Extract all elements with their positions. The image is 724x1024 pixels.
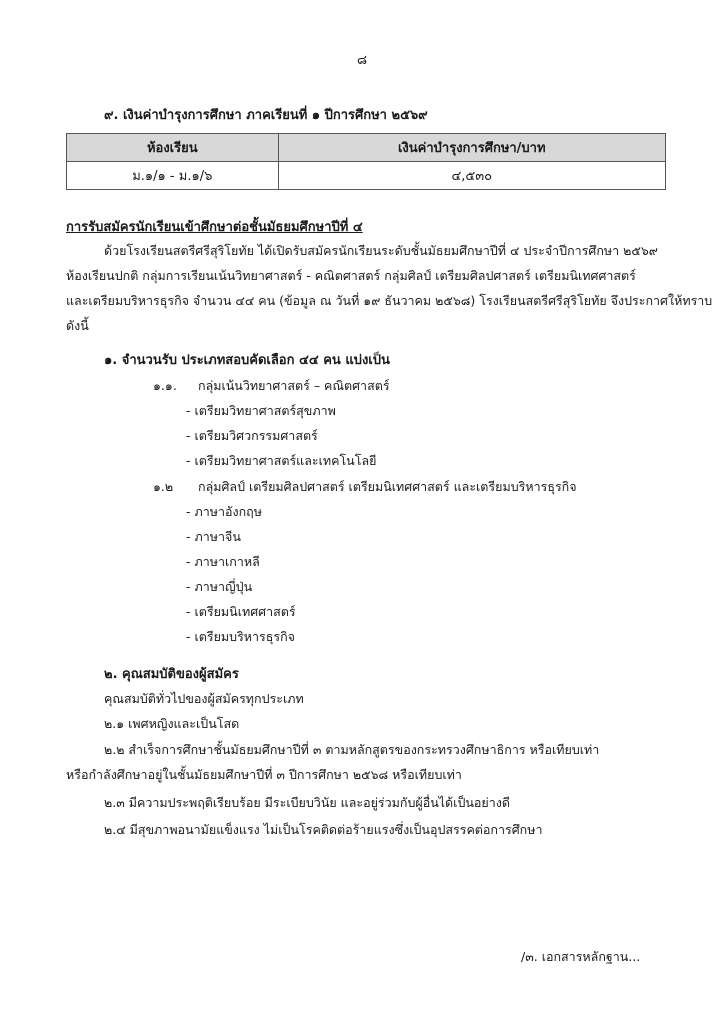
fee-table — [66, 133, 666, 190]
list-item: - ภาษาอังกฤษ — [186, 504, 262, 519]
qualification-item: ๒.๑ เพศหญิงและเป็นโสด — [104, 716, 240, 731]
continuation-footer: /๓. เอกสารหลักฐาน... — [521, 949, 641, 964]
table-cell: ม.๑/๑ - ม.๑/๖ — [67, 162, 279, 190]
admission-heading: การรับสมัครนักเรียนเข้าศึกษาต่อชั้นมัธยมศึกษาปีที่ ๔ — [66, 220, 363, 235]
paragraph-line: ดังนี้ — [66, 318, 89, 333]
qualification-item: ๒.๓ มีความประพฤติเรียบร้อย มีระเบียบวินัย และอยู่ร่วมกับผู้อื่นได้เป็นอย่างดี — [104, 795, 510, 810]
list-item: - ภาษาญี่ปุ่น — [186, 579, 253, 594]
part1-heading: ๑. จำนวนรับ ประเภทสอบคัดเลือก ๔๔ คน แบ่งเป็น — [104, 353, 390, 368]
table-header-cell: เงินค่าบำรุงการศึกษา/บาท — [278, 134, 665, 162]
group-title: กลุ่มเน้นวิทยาศาสตร์ – คณิตศาสตร์ — [198, 378, 390, 393]
page-number: ๘ — [356, 53, 368, 68]
qualification-intro: คุณสมบัติทั่วไปของผู้สมัครทุกประเภท — [104, 691, 304, 706]
qualification-item-continued: หรือกำลังศึกษาอยู่ในชั้นมัธยมศึกษาปีที่ ๓ ปีการศึกษา ๒๕๖๘ หรือเทียบเท่า — [66, 767, 462, 782]
section9-title: ๙. เงินค่าบำรุงการศึกษา ภาคเรียนที่ ๑ ปีการศึกษา ๒๕๖๙ — [104, 108, 428, 123]
list-item: - ภาษาจีน — [186, 529, 241, 544]
list-item: - เตรียมวิศวกรรมศาสตร์ — [186, 428, 318, 443]
table-header-cell: ห้องเรียน — [67, 134, 279, 162]
table-header-row — [67, 134, 666, 162]
list-item: - ภาษาเกาหลี — [186, 554, 260, 569]
paragraph-line: และเตรียมบริหารธุรกิจ จำนวน ๔๔ คน (ข้อมูล ณ วันที่ ๑๙ ธันวาคม ๒๕๖๘) โรงเรียนสตรีศรีสุริโยทัย จึงประกาศให้ทราบ — [66, 293, 713, 308]
group-title: กลุ่มศิลป์ เตรียมศิลปศาสตร์ เตรียมนิเทศศาสตร์ และเตรียมบริหารธุรกิจ — [198, 479, 577, 494]
list-item: - เตรียมวิทยาศาสตร์สุขภาพ — [186, 403, 336, 418]
admission-paragraph — [66, 238, 713, 338]
paragraph-line: ด้วยโรงเรียนสตรีศรีสุริโยทัย ได้เปิดรับสมัครนักเรียนระดับชั้นมัธยมศึกษาปีที่ ๔ ประจำปีการศึกษา ๒๕๖๙ — [104, 243, 658, 258]
paragraph-line: ห้องเรียนปกติ กลุ่มการเรียนเน้นวิทยาศาสตร์ - คณิตศาสตร์ กลุ่มศิลป์ เตรียมศิลปศาสตร์ เตรียมนิเทศศาสตร์ — [66, 268, 636, 283]
list-item: - เตรียมบริหารธุรกิจ — [186, 629, 296, 644]
qualification-item: ๒.๔ มีสุขภาพอนามัยแข็งแรง ไม่เป็นโรคติดต่อร้ายแรงซึ่งเป็นอุปสรรคต่อการศึกษา — [104, 822, 543, 837]
table-cell: ๔,๕๓๐ — [278, 162, 665, 190]
table-row — [67, 162, 666, 190]
qualification-item: ๒.๒ สำเร็จการศึกษาชั้นมัธยมศึกษาปีที่ ๓ ตามหลักสูตรของกระทรวงศึกษาธิการ หรือเทียบเท่า — [104, 742, 600, 757]
part2-heading: ๒. คุณสมบัติของผู้สมัคร — [104, 667, 239, 682]
group-number: ๑.๒ — [153, 479, 174, 494]
list-item: - เตรียมนิเทศศาสตร์ — [186, 604, 296, 619]
list-item: - เตรียมวิทยาศาสตร์และเทคโนโลยี — [186, 453, 377, 468]
group-number: ๑.๑. — [153, 378, 177, 393]
